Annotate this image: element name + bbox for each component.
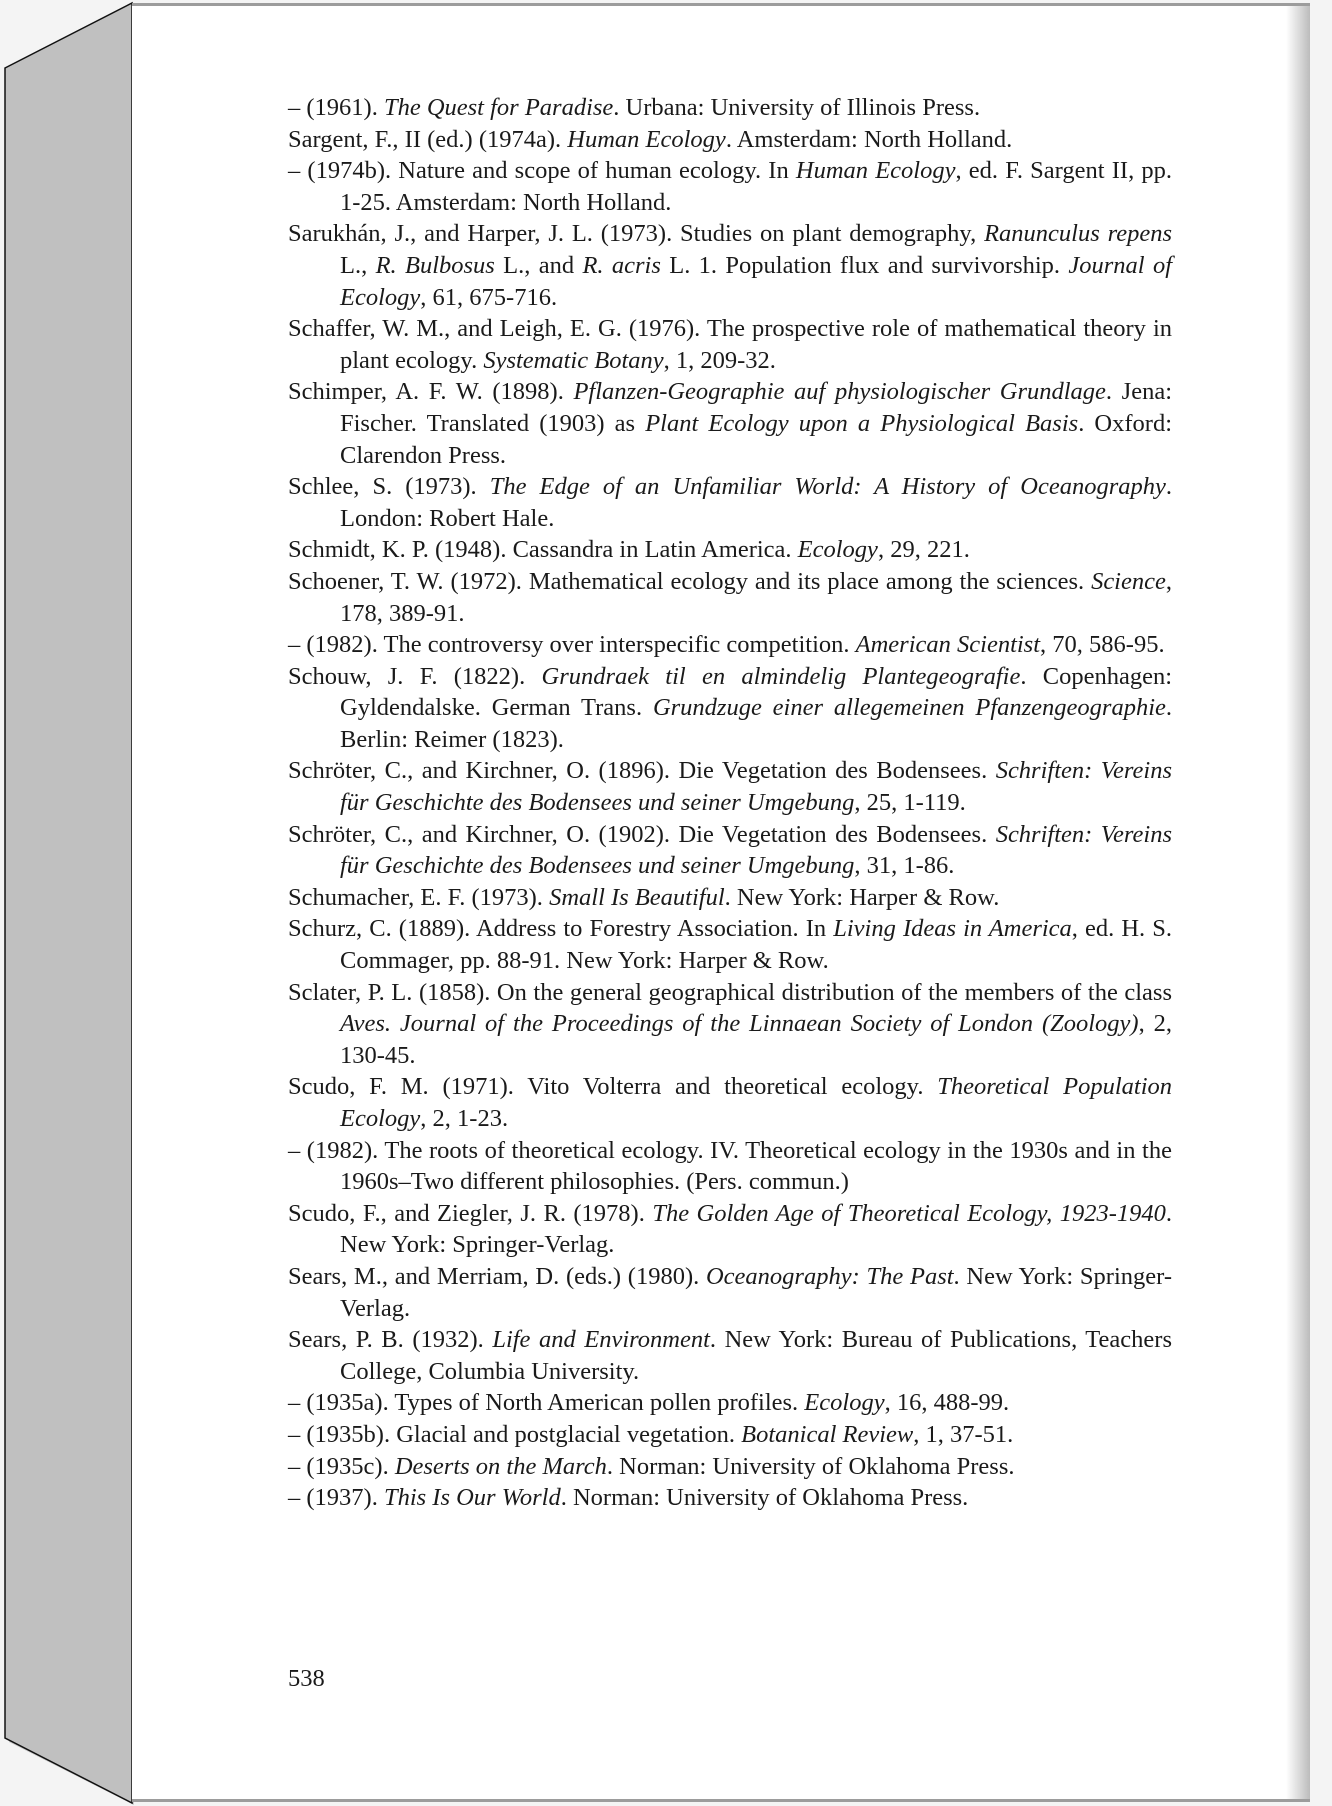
reference-text: L. 1. Population flux and survivorship. xyxy=(660,251,1069,279)
reference-text: – (1982). The controversy over interspecific competition. xyxy=(288,631,856,659)
reference-entry xyxy=(288,1071,1172,1134)
reference-entry xyxy=(288,471,1172,534)
reference-title-italic: Small Is Beautiful xyxy=(549,883,725,911)
reference-text: . Urbana: University of Illinois Press. xyxy=(613,94,981,121)
reference-text: Schurz, C. (1889). Address to Forestry Association. In xyxy=(288,915,834,943)
reference-entry xyxy=(288,977,1172,1072)
reference-text: Schimper, A. F. W. (1898). xyxy=(288,378,574,406)
reference-title-italic: Theoretical Population Ecology xyxy=(340,1073,1172,1132)
reference-entry xyxy=(288,124,1172,156)
reference-text: . New York: Springer-Verlag. xyxy=(340,1262,1172,1322)
reference-title-italic: American Scientist xyxy=(855,631,1041,659)
reference-text: . London: Robert Hale. xyxy=(340,473,1172,532)
reference-text: , 29, 221. xyxy=(877,536,970,564)
reference-text: . Copenhagen: Gyldendalske. German Trans. xyxy=(340,662,1173,722)
reference-text: Scudo, F. M. (1971). Vito Volterra and theoretical ecology. xyxy=(288,1073,938,1101)
reference-text: Schröter, C., and Kirchner, O. (1896). Die Vegetation des Bodensees. xyxy=(288,757,996,785)
reference-entry xyxy=(288,755,1172,818)
reference-title-italic: Systematic Botany xyxy=(483,346,664,374)
reference-text: Schoener, T. W. (1972). Mathematical ecology and its place among the sciences. xyxy=(288,567,1092,595)
reference-text: – (1935c). xyxy=(288,1452,395,1480)
reference-entry xyxy=(288,218,1172,313)
reference-text: , 1, 209-32. xyxy=(663,346,776,374)
reference-title-italic: Oceanography: The Past xyxy=(705,1262,954,1290)
reference-text: , 31, 1-86. xyxy=(854,852,955,880)
reference-text: . Norman: University of Oklahoma Press. xyxy=(560,1484,969,1512)
reference-text: . New York: Springer-Verlag. xyxy=(340,1199,1172,1259)
reference-text: Sears, P. B. (1932). xyxy=(288,1326,493,1354)
reference-text: . Jena: Fischer. Translated (1903) as xyxy=(340,378,1173,437)
reference-text: Sargent, F., II (ed.) (1974a). xyxy=(288,125,568,153)
reference-entry xyxy=(288,629,1172,661)
reference-title-italic: Schriften: Vereins für Geschichte des Bodensees und seiner Umgebung xyxy=(340,757,1172,817)
reference-text: . Norman: University of Oklahoma Press. xyxy=(606,1452,1015,1480)
reference-text: , ed. F. Sargent II, pp. 1-25. Amsterdam: North Holland. xyxy=(340,157,1172,216)
reference-text: Schumacher, E. F. (1973). xyxy=(288,883,550,911)
reference-text: . New York: Harper & Row. xyxy=(724,883,1000,911)
reference-title-italic: The Golden Age of Theoretical Ecology, 1923-1940 xyxy=(652,1199,1166,1227)
reference-entry xyxy=(288,1324,1172,1387)
reference-text: , 70, 586-95. xyxy=(1040,631,1165,659)
book-spine xyxy=(0,0,140,1806)
reference-text: , 1, 37-51. xyxy=(913,1420,1014,1448)
reference-title-italic: Living Ideas in America xyxy=(833,915,1072,943)
reference-text: . Amsterdam: North Holland. xyxy=(725,125,1013,153)
reference-title-italic: Grundraek til en almindelig Plantegeografie xyxy=(541,662,1021,690)
reference-entry xyxy=(288,1451,1172,1483)
reference-list xyxy=(288,92,1172,1514)
reference-text: . Berlin: Reimer (1823). xyxy=(340,694,1172,753)
reference-text: Schouw, J. F. (1822). xyxy=(288,662,542,690)
reference-entry xyxy=(288,913,1172,976)
reference-title-italic: Ecology xyxy=(804,1389,885,1417)
reference-text: Schaffer, W. M., and Leigh, E. G. (1976). The prospective role of mathematical theory in plant ecology. xyxy=(288,315,1172,374)
reference-title-italic: This Is Our World xyxy=(383,1484,561,1512)
reference-entry xyxy=(288,1261,1172,1324)
reference-title-italic: The Edge of an Unfamiliar World: A History of Oceanography xyxy=(489,473,1166,501)
reference-text: Schmidt, K. P. (1948). Cassandra in Latin America. xyxy=(288,536,798,564)
reference-entry xyxy=(288,1198,1172,1261)
reference-title-italic: Science xyxy=(1091,567,1166,595)
reference-title-italic: Schriften: Vereins für Geschichte des Bodensees und seiner Umgebung xyxy=(340,820,1172,880)
reference-text: Sarukhán, J., and Harper, J. L. (1973). Studies on plant demography, xyxy=(288,220,985,248)
reference-title-italic: Grundzuge einer allegemeinen Pfanzengeographie xyxy=(652,694,1166,722)
reference-text: , 2, 1-23. xyxy=(420,1105,509,1132)
background-margin xyxy=(1310,0,1332,1806)
reference-text: L., and xyxy=(494,251,583,279)
reference-text: . New York: Bureau of Publications, Teachers College, Columbia University. xyxy=(340,1326,1173,1385)
reference-text: – (1935b). Glacial and postglacial vegetation. xyxy=(288,1420,742,1448)
reference-title-italic: Human Ecology xyxy=(795,157,956,185)
reference-text: – (1961). xyxy=(288,94,384,121)
reference-title-italic: Deserts on the March xyxy=(394,1452,607,1480)
reference-text: L., xyxy=(340,251,376,279)
reference-entry xyxy=(288,92,1172,124)
reference-title-italic: Pflanzen-Geographie auf physiologischer Grundlage xyxy=(573,378,1106,406)
reference-entry xyxy=(288,1482,1172,1514)
reference-entry xyxy=(288,566,1172,629)
reference-entry xyxy=(288,313,1172,376)
reference-text: – (1974b). Nature and scope of human ecology. In xyxy=(288,157,796,185)
reference-title-italic: Life and Environment xyxy=(492,1326,710,1354)
reference-text: , ed. H. S. Commager, pp. 88-91. New York: Harper & Row. xyxy=(340,915,1172,975)
reference-text: , 16, 488-99. xyxy=(884,1389,1010,1417)
reference-title-italic: Journal of Ecology xyxy=(340,251,1173,311)
reference-title-italic: Plant Ecology upon a Physiological Basis xyxy=(645,409,1079,437)
reference-text: Schröter, C., and Kirchner, O. (1902). Die Vegetation des Bodensees. xyxy=(288,820,996,848)
reference-text: , 178, 389-91. xyxy=(340,567,1172,627)
reference-text: Schlee, S. (1973). xyxy=(288,473,490,501)
reference-text: Sclater, P. L. (1858). On the general geographical distribution of the members of the class xyxy=(288,978,1172,1006)
reference-entry xyxy=(288,1419,1172,1451)
reference-text: . Oxford: Clarendon Press. xyxy=(340,409,1172,469)
reference-entry xyxy=(288,155,1172,218)
reference-title-italic: R. Bulbosus xyxy=(375,251,495,279)
reference-entry xyxy=(288,1135,1172,1198)
reference-text: , 25, 1-119. xyxy=(854,789,966,817)
reference-entry xyxy=(288,376,1172,471)
reference-title-italic: Botanical Review xyxy=(741,1420,914,1448)
reference-text: – (1935a). Types of North American pollen profiles. xyxy=(288,1389,805,1417)
reference-entry xyxy=(288,661,1172,756)
reference-text: Scudo, F., and Ziegler, J. R. (1978). xyxy=(288,1199,653,1227)
reference-entry xyxy=(288,882,1172,914)
reference-title-italic: Human Ecology xyxy=(567,125,726,153)
reference-text: – (1982). The roots of theoretical ecology. IV. Theoretical ecology in the 1930s and in the 1960s–Two different philosophies. (Pers. commun.) xyxy=(288,1136,1172,1196)
reference-title-italic: Ecology xyxy=(797,536,878,564)
reference-entry xyxy=(288,534,1172,566)
reference-text: – (1937). xyxy=(288,1484,384,1512)
reference-title-italic: The Quest for Paradise xyxy=(383,94,614,121)
reference-entry xyxy=(288,819,1172,882)
page-number: 538 xyxy=(288,1665,325,1692)
reference-entry xyxy=(288,1387,1172,1419)
reference-title-italic: Aves. Journal of the Proceedings of the Linnaean Society of London (Zoology) xyxy=(340,1010,1139,1038)
reference-text: , 61, 675-716. xyxy=(420,283,558,311)
reference-text: , 2, 130-45. xyxy=(340,1010,1172,1069)
reference-text: Sears, M., and Merriam, D. (eds.) (1980). xyxy=(288,1262,706,1290)
reference-title-italic: R. acris xyxy=(582,251,661,279)
reference-title-italic: Ranunculus repens xyxy=(984,220,1173,248)
